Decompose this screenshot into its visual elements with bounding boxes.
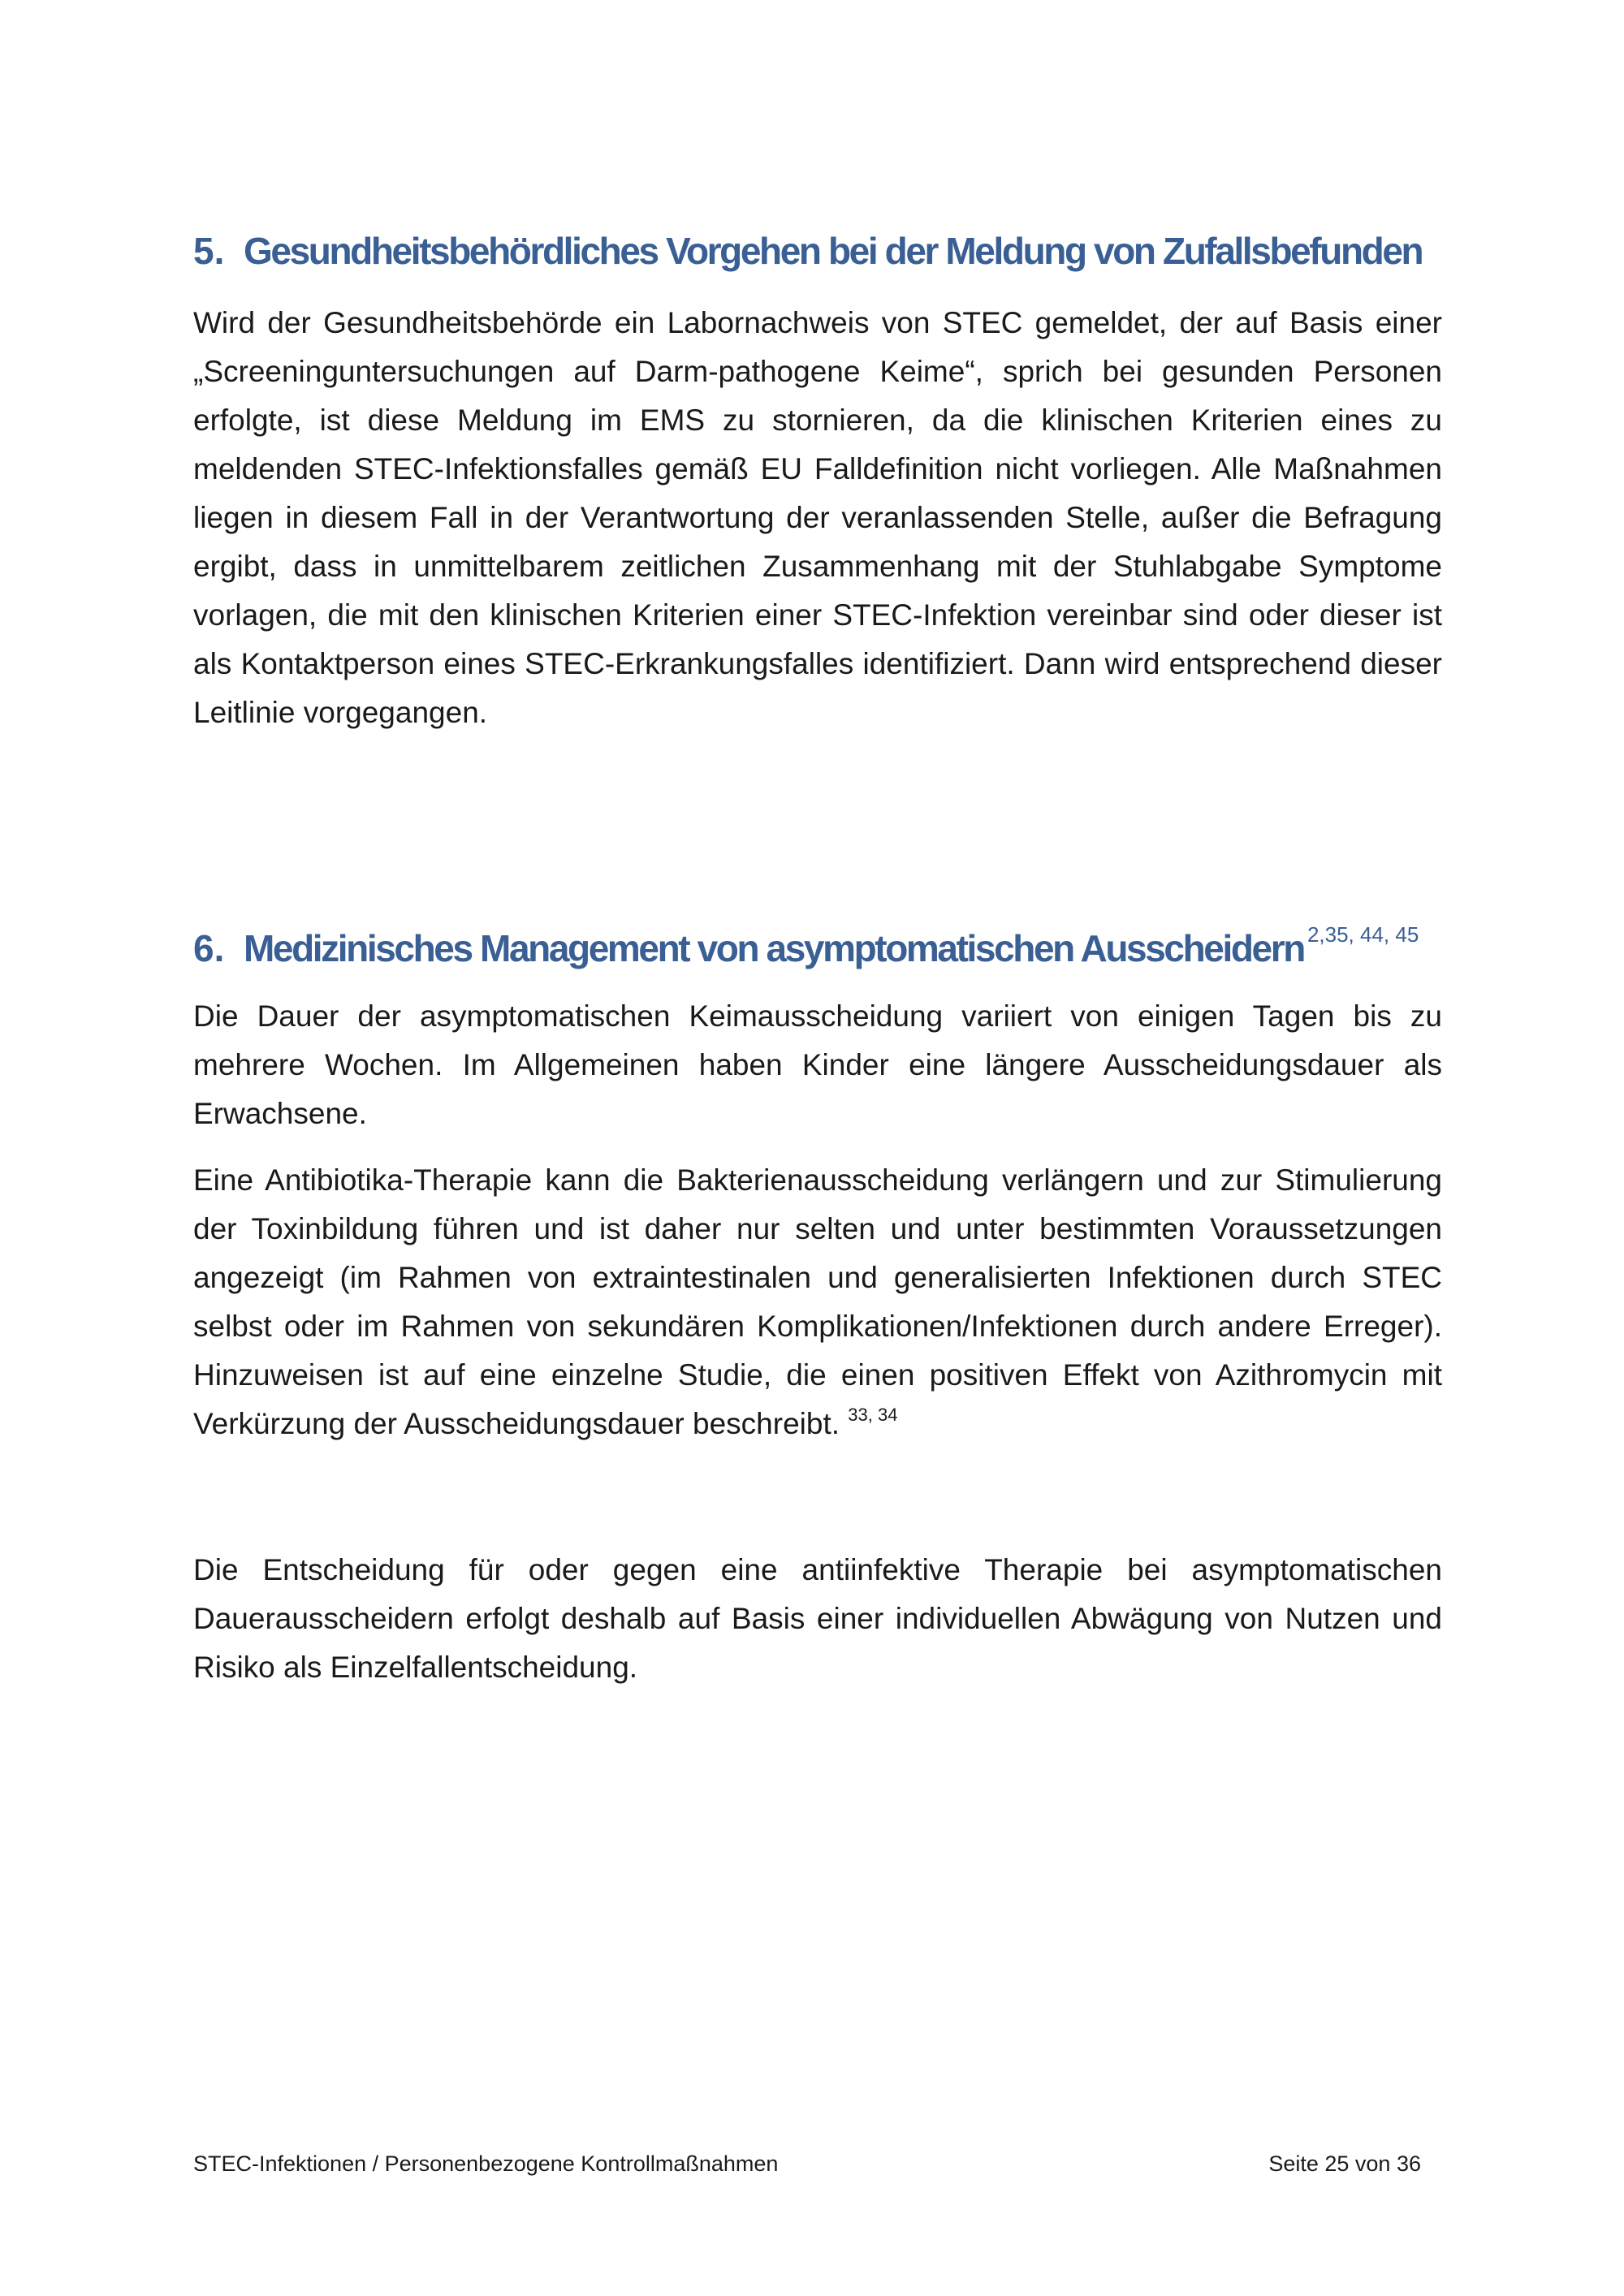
- section-5-paragraph: Wird der Gesundheitsbehörde ein Labornachweis von STEC gemeldet, der auf Basis einer „Screeninguntersuchungen auf Darm-pathogene Keime“, sprich bei gesunden Personen erfolgte, ist diese Meldung im EMS zu stornieren, da die klinischen Kriterien eines zu meldenden STEC-Infektionsfalles gemäß EU Falldefinition nicht vorliegen. Alle Maßnahmen liegen in diesem Fall in der Verantwortung der veranlassenden Stelle, außer die Befragung ergibt, dass in unmittelbarem zeitlichen Zusammenhang mit der Stuhlabgabe Symptome vorlagen, die mit den klinischen Kriterien einer STEC-Infektion vereinbar sind oder dieser ist als Kontaktperson eines STEC-Erkrankungsfalles identifiziert. Dann wird entsprechend dieser Leitlinie vorgegangen.: [193, 306, 1442, 729]
- section-6-paragraph-2: [193, 1156, 1442, 1448]
- section-6-paragraph-1: Die Dauer der asymptomatischen Keimausscheidung variiert von einigen Tagen bis zu mehrere Wochen. Im Allgemeinen haben Kinder eine längere Ausscheidungsdauer als Erwachsene.: [193, 999, 1442, 1130]
- footer-page-number: Seite 25 von 36: [1268, 2151, 1421, 2176]
- section-6-paragraph-3: Die Entscheidung für oder gegen eine antiinfektive Therapie bei asymptomatischen Dauerausscheidern erfolgt deshalb auf Basis einer individuellen Abwägung von Nutzen und Risiko als Einzelfallentscheidung.: [193, 1553, 1442, 1684]
- section-6-paragraph-2-references: 33, 34: [848, 1405, 898, 1425]
- section-6-heading: [193, 922, 1419, 970]
- section-6-paragraph-2-text: Eine Antibiotika-Therapie kann die Bakterienausscheidung verlängern und zur Stimulierung der Toxinbildung führen und ist daher nur selten und unter bestimmten Voraussetzungen angezeigt (im Rahmen von extraintestinalen und generalisierten Infektionen durch STEC selbst oder im Rahmen von sekundären Komplikationen/Infektionen durch andere Erreger). Hinzuweisen ist auf eine einzelne Studie, die einen positiven Effekt von Azithromycin mit Verkürzung der Ausscheidungsdauer beschreibt.: [193, 1163, 1442, 1440]
- section-6-references: 2,35, 44, 45: [1307, 922, 1419, 947]
- footer-document-title: STEC-Infektionen / Personenbezogene Kontrollmaßnahmen: [193, 2151, 779, 2176]
- section-6-title: Medizinisches Management von asymptomatischen Ausscheidern: [244, 927, 1304, 970]
- section-5-heading: [193, 230, 1423, 273]
- section-6-number: 6.: [193, 927, 225, 970]
- section-5-title: Gesundheitsbehördliches Vorgehen bei der Meldung von Zufallsbefunden: [244, 230, 1423, 273]
- section-5-number: 5.: [193, 230, 225, 273]
